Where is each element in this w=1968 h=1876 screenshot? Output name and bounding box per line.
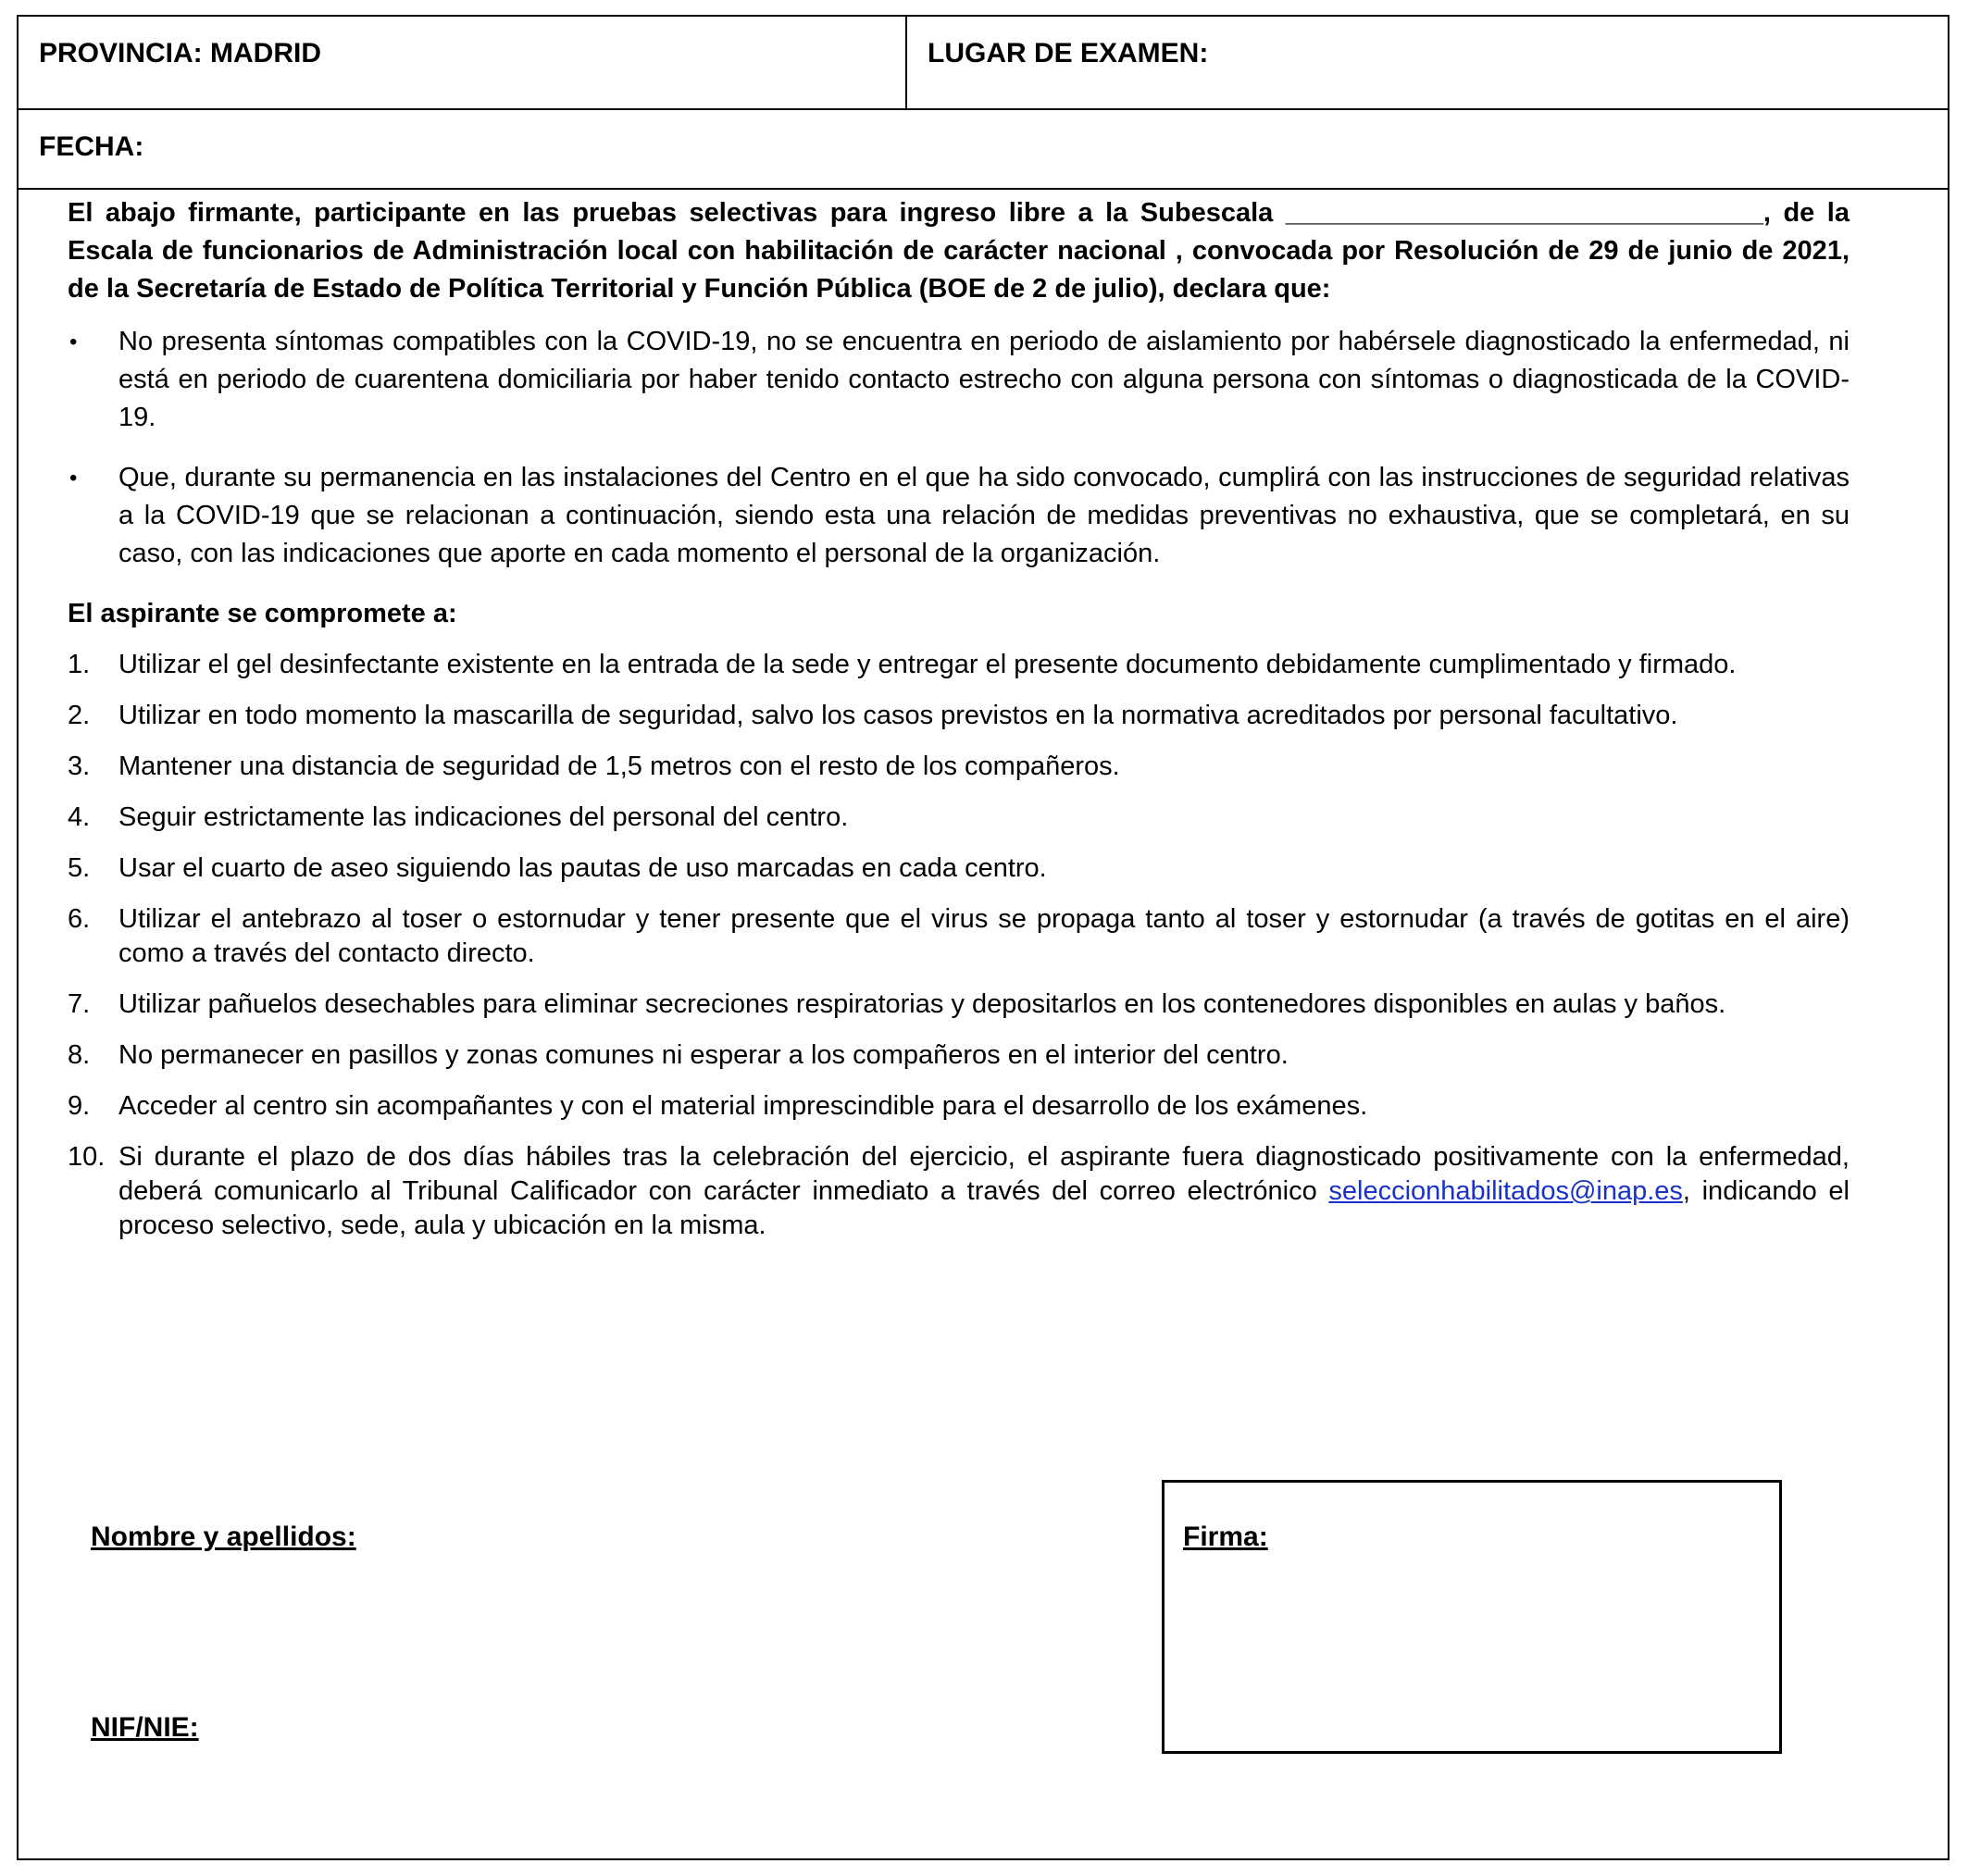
item-number: 1. [68, 650, 91, 679]
list-item [68, 1140, 1850, 1243]
email-link[interactable]: seleccionhabilitados@inap.es [1328, 1176, 1683, 1206]
list-item [68, 648, 1850, 682]
fecha-row[interactable] [19, 110, 1948, 190]
item-text: Mantener una distancia de seguridad de 1,5 metros con el resto de los compañeros. [118, 752, 1120, 781]
item-number: 5. [68, 853, 91, 883]
provincia-cell [19, 17, 907, 108]
item-text: Seguir estrictamente las indicaciones del personal del centro. [118, 802, 849, 832]
list-item [68, 1038, 1850, 1073]
nombre-apellidos-label: Nombre y apellidos: [91, 1522, 356, 1552]
commitments-heading: El aspirante se compromete a: [68, 599, 457, 628]
nif-nie-label: NIF/NIE: [91, 1712, 199, 1743]
firma-box[interactable] [1162, 1480, 1782, 1754]
list-item [68, 323, 1850, 437]
list-item [68, 1089, 1850, 1124]
bullet-icon: • [69, 466, 78, 491]
list-item [68, 988, 1850, 1022]
item-text: Usar el cuarto de aseo siguiendo las pautas de uso marcadas en cada centro. [118, 853, 1047, 883]
item-text-before-email: Si durante el plazo de dos días hábiles tras la celebración del ejercicio, el aspirante fuera diagnosticado positivamente con la enfermedad, deberá comunicarlo al Tribunal Calificador con carácter inmediato a través del correo electrónico [118, 1142, 1850, 1206]
item-text: Utilizar en todo momento la mascarilla de seguridad, salvo los casos previstos en la normativa acreditados por personal facultativo. [118, 701, 1678, 730]
firma-label: Firma: [1183, 1522, 1268, 1552]
provincia-label: PROVINCIA: MADRID [39, 38, 321, 68]
item-number: 6. [68, 904, 91, 934]
list-item [68, 801, 1850, 835]
item-text: Utilizar el gel desinfectante existente en la entrada de la sede y entregar el presente documento debidamente cumplimentado y firmado. [118, 650, 1737, 679]
item-text: Utilizar el antebrazo al toser o estornudar y tener presente que el virus se propaga tanto al toser y estornudar (a través de gotitas en el aire) como a través del contacto directo. [118, 904, 1850, 968]
bullet-text: Que, durante su permanencia en las instalaciones del Centro en el que ha sido convocado, cumplirá con las instrucciones de seguridad relativas a la COVID-19 que se relacionan a continuación, siendo esta una relación de medidas preventivas no exhaustiva, que se completará, en su caso, con las indicaciones que aporte en cada momento el personal de la organización. [118, 463, 1850, 568]
item-text: No permanecer en pasillos y zonas comunes ni esperar a los compañeros en el interior del centro. [118, 1040, 1289, 1070]
list-item [68, 750, 1850, 784]
fecha-label: FECHA: [39, 131, 144, 162]
item-number: 7. [68, 989, 91, 1019]
item-number: 10. [68, 1142, 106, 1172]
item-text: Utilizar pañuelos desechables para eliminar secreciones respiratorias y depositarlos en los contenedores disponibles en aulas y baños. [118, 989, 1726, 1019]
list-item [68, 699, 1850, 733]
header-row [19, 17, 1948, 110]
list-item [68, 851, 1850, 886]
item-text: Acceder al centro sin acompañantes y con el material imprescindible para el desarrollo de los exámenes. [118, 1091, 1368, 1121]
item-number: 8. [68, 1040, 91, 1070]
bullet-icon: • [69, 329, 78, 354]
item-text-after-email: , indicando el proceso selectivo, sede, aula y ubicación en la misma. [118, 1176, 1850, 1240]
item-number: 9. [68, 1091, 91, 1121]
declaration-intro: El abajo firmante, participante en las pruebas selectivas para ingreso libre a la Subescala ________________________________, de la Escala de funcionarios de Administración local con habilitación de carácter nacional , convocada por Resolución de 29 de junio de 2021, de la Secretaría de Estado de Política Territorial y Función Pública (BOE de 2 de julio), declara que: [68, 198, 1850, 304]
declaration-bullets [68, 323, 1850, 573]
lugar-examen-cell[interactable] [907, 17, 1948, 108]
bullet-text: No presenta síntomas compatibles con la COVID-19, no se encuentra en periodo de aislamiento por habérsele diagnosticado la enfermedad, ni está en periodo de cuarentena domiciliaria por haber tenido contacto estrecho con alguna persona con síntomas o diagnosticada de la COVID-19. [118, 327, 1850, 432]
item-number: 4. [68, 802, 91, 832]
item-number: 3. [68, 752, 91, 781]
commitments-list [68, 648, 1850, 1243]
list-item [68, 902, 1850, 971]
declaration-body [68, 194, 1850, 1260]
list-item [68, 459, 1850, 573]
lugar-examen-label: LUGAR DE EXAMEN: [928, 38, 1209, 68]
item-number: 2. [68, 701, 91, 730]
